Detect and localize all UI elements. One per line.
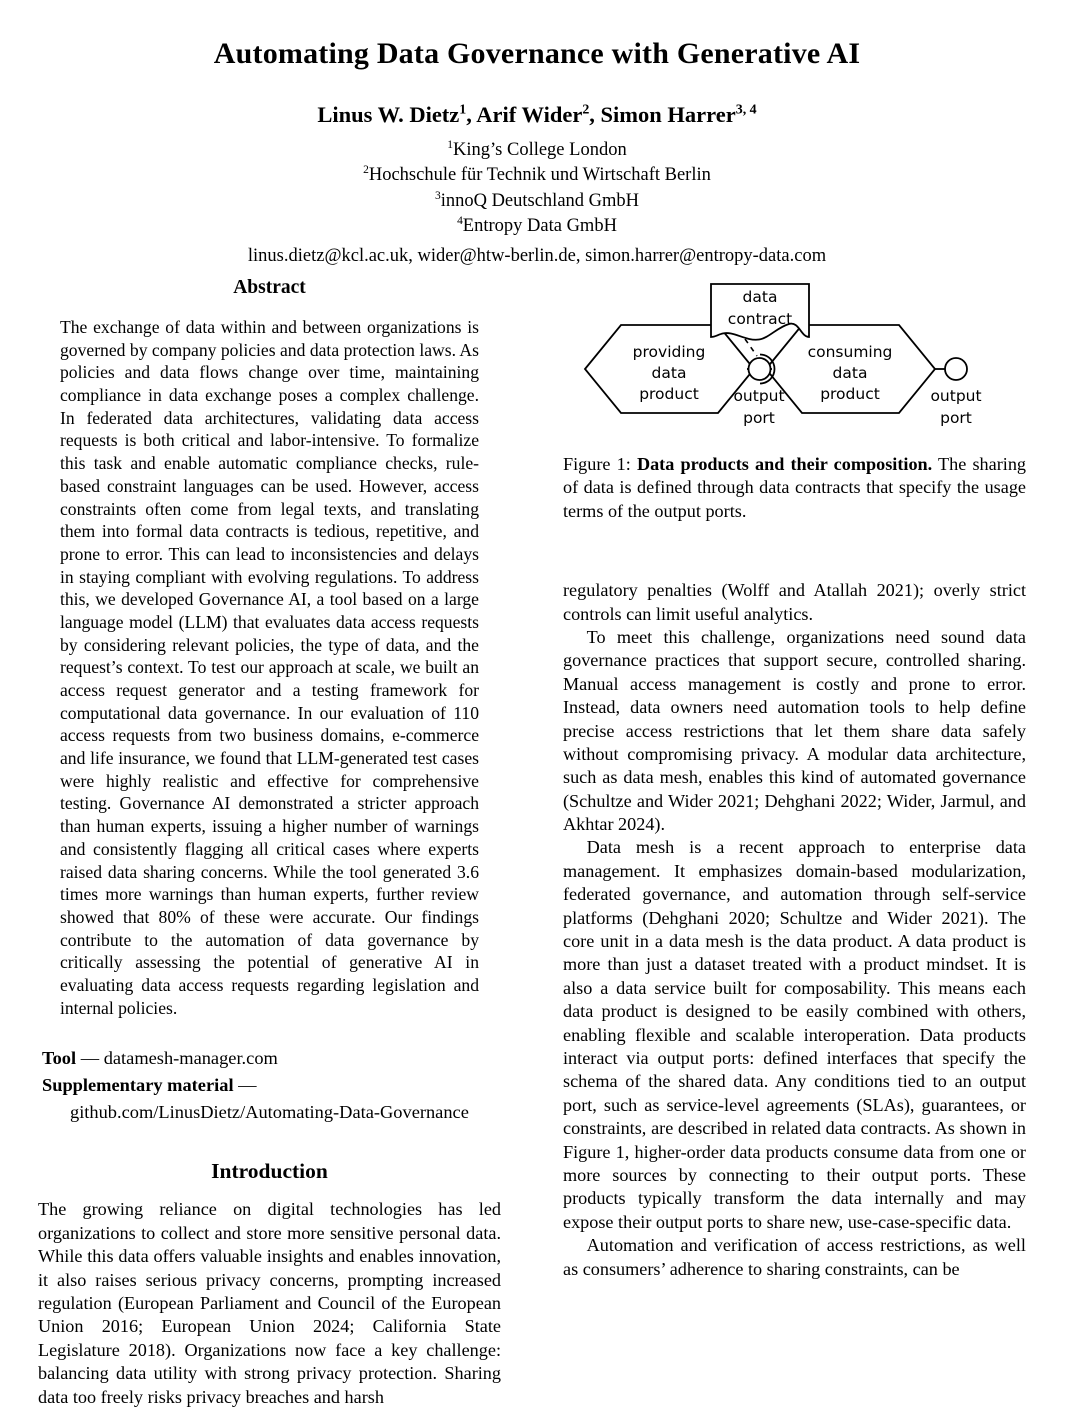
author-1: Linus W. Dietz$^1$ (317, 102, 467, 127)
supplementary-label: Supplementary material (42, 1075, 234, 1095)
consuming-product-label-line1: consuming (807, 343, 893, 361)
affiliation-2-name: Hochschule für Technik und Wirtschaft Berlin (368, 165, 711, 186)
figure-1-caption-bold: Data products and their composition. (636, 454, 933, 474)
affiliation-4 (0, 214, 1074, 239)
affiliation-1 (0, 138, 1074, 163)
consuming-product-label-line2: data (832, 364, 868, 382)
tool-dash: — (80, 1048, 100, 1069)
right-column (563, 277, 1026, 1281)
resource-links (38, 1045, 501, 1125)
author-3: Simon Harrer$^{3, 4}$ (600, 102, 757, 127)
author-2: Arif Wider$^2$ (476, 102, 590, 127)
left-column (38, 277, 501, 1409)
providing-product-label-line1: providing (632, 343, 706, 361)
data-product-composition-diagram (563, 277, 1026, 437)
author-3-affil-marker: 3, 4 (735, 102, 757, 118)
supplementary-url[interactable]: github.com/LinusDietz/Automating-Data-Governance (70, 1101, 469, 1122)
affiliation-4-name: Entropy Data GmbH (462, 216, 617, 237)
data-contract-note-label-line2: contract (727, 310, 793, 328)
affiliation-list (0, 138, 1074, 239)
author-2-affil-marker: 2 (582, 102, 590, 118)
affiliation-3-name: innoQ Deutschland GmbH (440, 190, 640, 211)
tool-link-row (42, 1045, 501, 1072)
author-emails: linus.dietz@kcl.ac.uk, wider@htw-berlin.de, simon.harrer@entropy-data.com (247, 246, 827, 267)
providing-product-label-line3: product (639, 385, 699, 403)
tool-label: Tool (42, 1048, 77, 1069)
affiliation-1-name: King’s College London (453, 140, 627, 161)
affiliation-4-marker: 4 (457, 214, 463, 227)
figure-1 (563, 277, 1026, 523)
supplementary-dash: — (238, 1075, 257, 1095)
author-1-affil-marker: 1 (459, 102, 467, 118)
output-port-middle-circle (749, 358, 771, 380)
consuming-product-label-line3: product (820, 385, 880, 403)
figure-1-number: Figure 1: (563, 454, 631, 474)
affiliation-1-marker: 1 (447, 139, 454, 151)
figure-1-caption (563, 453, 1026, 523)
affiliation-2 (0, 163, 1074, 188)
figure-body-gap (563, 523, 1026, 579)
introduction-paragraph-1-continued: regulatory penalties (Wolff and Atallah 2021); overly strict controls can limit useful analytics. (563, 580, 1026, 624)
introduction-paragraph-2: To meet this challenge, organizations need sound data governance practices that support secure, controlled sharing. Manual access management is costly and prone to error. Instead, data owners need automation tools to help define precise access restrictions that let them share data safely without compromising privacy. A modular data architecture, such as data mesh, enables this kind of automated governance (Schultze and Wider 2021; Dehghani 2022; Wider, Jarmul, and Akhtar 2024). (563, 626, 1026, 835)
tool-url[interactable]: datamesh-manager.com (103, 1048, 278, 1069)
data-contract-dependency-line (745, 339, 757, 356)
affiliation-3 (0, 189, 1074, 214)
output-port-middle-label-line2: port (743, 409, 775, 427)
introduction-paragraph-4: Automation and verification of access restrictions, as well as consumers’ adherence to sharing constraints, can be (563, 1235, 1026, 1279)
providing-product-label-line2: data (651, 364, 687, 382)
output-port-right-label-line1: output (930, 387, 982, 405)
affiliation-3-marker: 3 (434, 189, 441, 202)
body-columns (0, 277, 1074, 1407)
introduction-paragraph-1: The growing reliance on digital technologies has led organizations to collect and store more sensitive personal data. While this data offers valuable insights and enables innovation, it also raises serious privacy concerns, prompting increased regulation (European Parliament and Council of the European Union 2016; European Union 2024; California State Legislature 2018). Organizations now face a key challenge: balancing data utility with strong privacy protection. Sharing data too freely risks privacy breaches and harsh (38, 1199, 501, 1407)
figure-1-diagram (563, 277, 1026, 437)
output-port-right-label-line2: port (940, 409, 972, 427)
abstract-heading: Abstract (233, 277, 306, 298)
output-port-middle-label-line1: output (733, 387, 785, 405)
title-block (0, 0, 1074, 268)
introduction-paragraph-3: Data mesh is a recent approach to enterprise data management. It emphasizes domain-based modularization, federated governance, and automation through self-service platforms (Dehghani 2020; Schultze and Wider 2021). The core unit in a data mesh is the data product. A data product is more than just a dataset treated with a product mindset. It is also a data service built for composability. This means each data product is designed to be easily combined with others, enabling flexible and scalable interoperation. Data products interact via output ports: defined interfaces that specify the schema of the shared data. Any conditions tied to an output port, such as service-level agreements (SLAs), guarantees, or constraints, are described in related data contracts. As shown in Figure 1, higher-order data products consume data from one or more sources by connecting to their output ports. These products typically transform the data internally and may expose their output ports to share new, use-case-specific data. (563, 837, 1026, 1232)
affiliation-2-marker: 2 (363, 164, 369, 177)
output-port-right-circle (945, 358, 967, 380)
page-title: Automating Data Governance with Generative AI (213, 37, 861, 70)
author-list (0, 101, 1074, 128)
data-contract-note-label-line1: data (742, 288, 778, 306)
abstract-text: The exchange of data within and between organizations is governed by company policies and data protection laws. As policies and data flows change over time, maintaining compliance in data exchange poses a complex challenge. In federated data architectures, validating data access requests is both critical and labor-intensive. To formalize this task and enable automatic compliance checks, rule-based constraint languages can be used. However, access constraints often come from legal texts, and translating them into formal data contracts is tedious, repetitive, and prone to error. This can lead to inconsistencies and delays in staying compliant with evolving regulations. To address this, we developed Governance AI, a tool based on a large language model (LLM) that evaluates data access requests by considering relevant policies, the type of data, and the request’s context. To test our approach at scale, we built an access request generator and a testing framework for computational data governance. In our evaluation of 110 access requests from two business domains, e-commerce and life insurance, we found that LLM-generated test cases were highly realistic and effective for comprehensive testing. Governance AI demonstrated a stricter approach than human experts, issuing a higher number of warnings and consistently flagging all critical cases where experts raised data sharing concerns. While the tool generated 3.6 times more warnings than human experts, further review showed that 80% of these were accurate. Our findings contribute to the automation of data governance by critically assessing the potential of generative AI in evaluating data access requests regarding legislation and internal policies. (60, 317, 479, 1018)
figure-1-caption-rest: The sharing of data is defined through data contracts that specify the usage terms of the output ports. (563, 454, 1027, 521)
introduction-heading: Introduction (211, 1159, 328, 1184)
author-sep-2: , (589, 102, 601, 127)
author-sep-1: , (466, 102, 477, 127)
supplementary-link-row (42, 1072, 501, 1125)
